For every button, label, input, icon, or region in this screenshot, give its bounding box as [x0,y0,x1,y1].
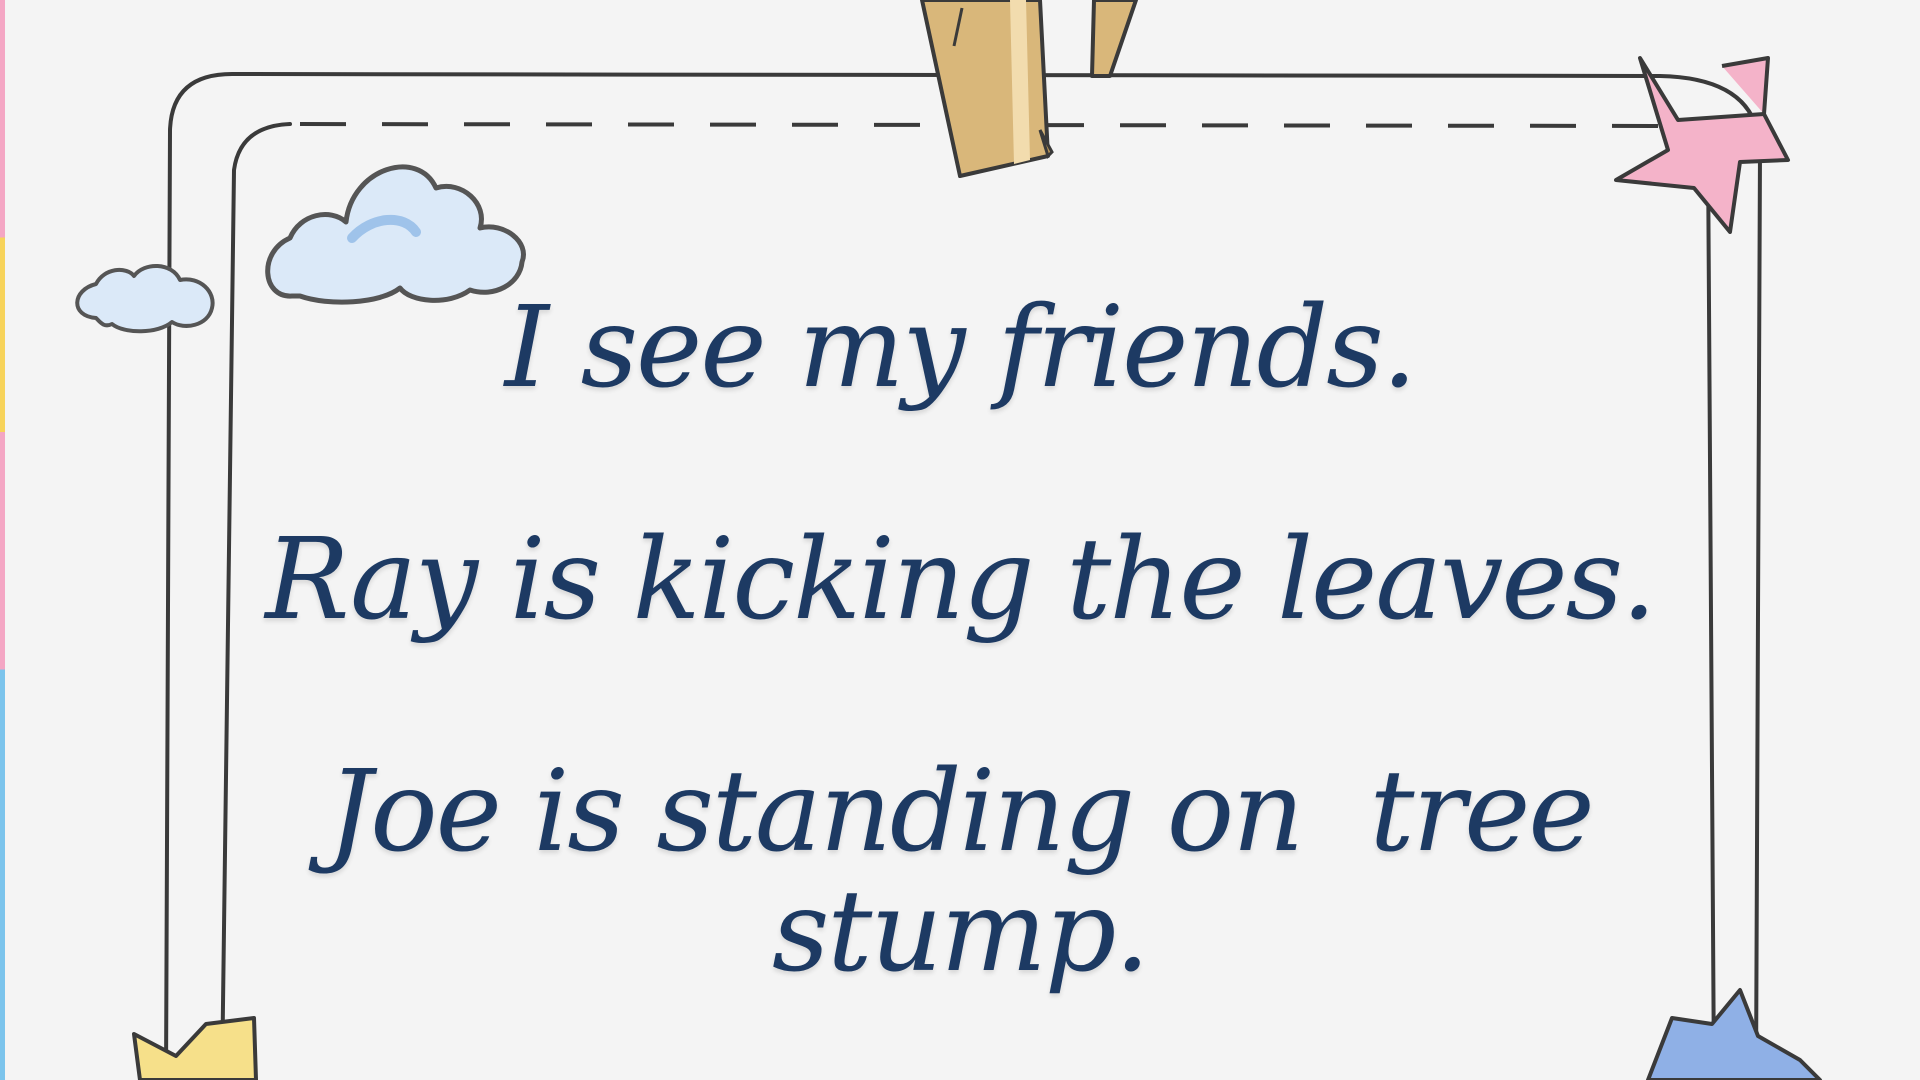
sentence-line-1: I see my friends. [504,283,1416,413]
sentence-line-2: Ray is kicking the leaves. [265,515,1655,645]
star-icon [1648,990,1820,1080]
star-icon [134,1018,256,1080]
sentence-line-3-continued: stump. [771,867,1149,997]
star-icon [1616,58,1788,232]
sentence-line-3: Joe is standing on tree [327,747,1593,877]
clothespin-icon [922,0,1136,176]
cloud-icon [268,167,524,302]
